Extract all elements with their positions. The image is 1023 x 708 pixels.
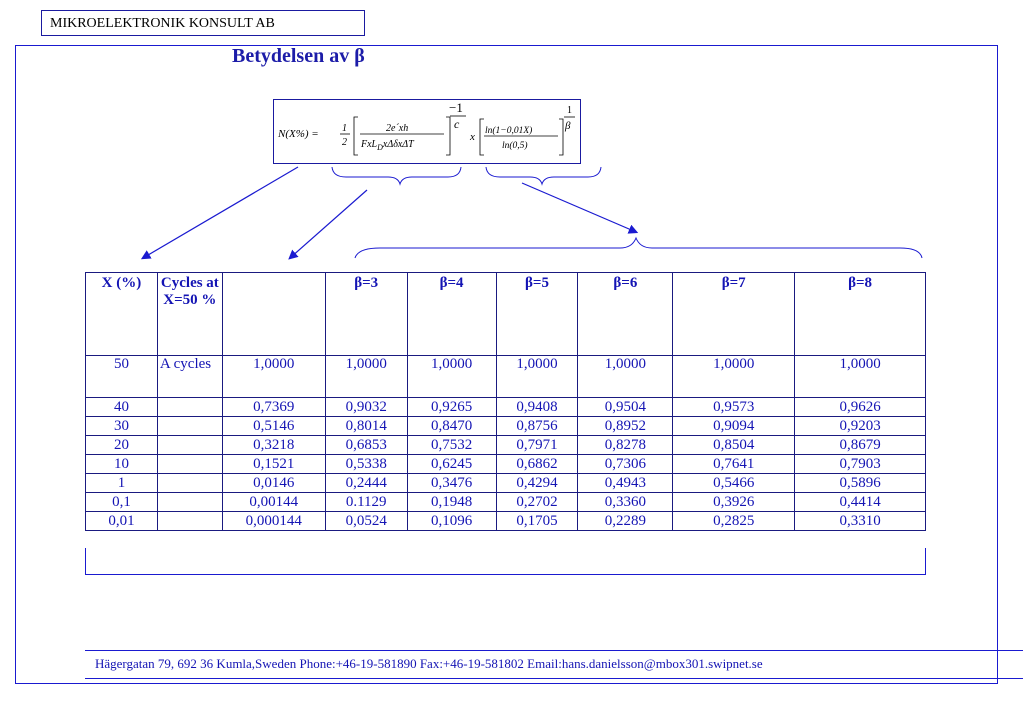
table-row: [86, 436, 926, 455]
table-cell: 20: [86, 436, 158, 455]
table-cell: [157, 455, 222, 474]
table-bottom-area: [85, 548, 926, 575]
table-cell: 0,8952: [578, 417, 673, 436]
table-row: [86, 455, 926, 474]
table-cell: 0,5466: [673, 474, 795, 493]
table-cell: 0,5896: [795, 474, 926, 493]
table-cell: 0,2825: [673, 512, 795, 531]
header-beta5: β=5: [496, 273, 578, 356]
table-cell: 1,0000: [325, 356, 407, 398]
table-cell: 0,9032: [325, 398, 407, 417]
footer-contact: Hägergatan 79, 692 36 Kumla,Sweden Phone:+46-19-581890 Fax:+46-19-581802 Email:hans.danielsson@mbox301.swipnet.se: [95, 656, 763, 671]
formula-frac1-num: 2e´xh: [386, 123, 409, 134]
table-cell: 0,6853: [325, 436, 407, 455]
header-beta4: β=4: [407, 273, 496, 356]
table-cell: 0,1705: [496, 512, 578, 531]
table-cell: 0,9573: [673, 398, 795, 417]
table-cell: [157, 493, 222, 512]
table-cell: 0,9504: [578, 398, 673, 417]
header-beta7: β=7: [673, 273, 795, 356]
table-header-row: [86, 273, 926, 356]
header-blank: [222, 273, 325, 356]
table-row: [86, 493, 926, 512]
table-cell: 0,6245: [407, 455, 496, 474]
table-cell: 0,9408: [496, 398, 578, 417]
table-cell: 0,8504: [673, 436, 795, 455]
arrow-to-beta-columns: [522, 183, 636, 232]
table-cell: 0,000144: [222, 512, 325, 531]
table-cell: 0,9094: [673, 417, 795, 436]
table-cell: 0,8470: [407, 417, 496, 436]
table-cell: [157, 417, 222, 436]
arrow-to-cycles-column: [290, 190, 367, 258]
formula-frac1-den-sub: D: [377, 143, 383, 152]
table-cell: 0,2289: [578, 512, 673, 531]
table-cell: 0,7641: [673, 455, 795, 474]
table-cell: 0,0524: [325, 512, 407, 531]
table-cell: 0,8278: [578, 436, 673, 455]
formula-frac2-num: ln(1−0,01X): [485, 126, 533, 136]
table-cell: 0,4943: [578, 474, 673, 493]
table-cell: 0,7306: [578, 455, 673, 474]
formula-frac1-den-rest: xΔδxΔT: [382, 139, 414, 150]
table-cell: 0,7369: [222, 398, 325, 417]
table-row: [86, 474, 926, 493]
table-cell: [157, 436, 222, 455]
table-row: [86, 398, 926, 417]
table-cell: 1,0000: [496, 356, 578, 398]
table-cell: 1,0000: [795, 356, 926, 398]
table-cell: 0,00144: [222, 493, 325, 512]
table-cell: [157, 398, 222, 417]
header-cycles: Cycles at X=50 %: [157, 273, 222, 356]
table-cell: 1,0000: [222, 356, 325, 398]
header-x-percent: X (%): [86, 273, 158, 356]
table-cell: 0,3476: [407, 474, 496, 493]
table-cell: 0,01: [86, 512, 158, 531]
table-cell: 0,9626: [795, 398, 926, 417]
brace-under-ln: [486, 167, 601, 184]
table-cell: 0,7903: [795, 455, 926, 474]
table-cell: 50: [86, 356, 158, 398]
header-beta3: β=3: [325, 273, 407, 356]
arrow-to-x-column: [143, 167, 298, 258]
table-row: [86, 417, 926, 436]
formula-exp2-den: β: [565, 120, 571, 132]
formula-half-den: 2: [342, 137, 347, 148]
table-cell: [157, 512, 222, 531]
brace-under-fraction: [332, 167, 461, 184]
table-cell: 0,4294: [496, 474, 578, 493]
company-name: MIKROELEKTRONIK KONSULT AB: [50, 16, 275, 31]
table-cell: 0,0146: [222, 474, 325, 493]
table-cell: 10: [86, 455, 158, 474]
table-cell: 0,8014: [325, 417, 407, 436]
table-cell: 1: [86, 474, 158, 493]
table-cell: [157, 474, 222, 493]
table-cell: 0,3926: [673, 493, 795, 512]
table-cell: 1,0000: [407, 356, 496, 398]
table-cell: 1,0000: [578, 356, 673, 398]
table-row: [86, 512, 926, 531]
table-cell: 0,2702: [496, 493, 578, 512]
table-cell: 0,7532: [407, 436, 496, 455]
table-cell: A cycles: [157, 356, 222, 398]
table-cell: 1,0000: [673, 356, 795, 398]
table-cell: 0,3310: [795, 512, 926, 531]
table-cell: 0,9265: [407, 398, 496, 417]
formula-exp1-num: −1: [449, 100, 463, 115]
page-title: Betydelsen av β: [232, 45, 365, 67]
table-cell: 0,1948: [407, 493, 496, 512]
table-cell: 0,1: [86, 493, 158, 512]
table-cell: 40: [86, 398, 158, 417]
table-cell: 0,8756: [496, 417, 578, 436]
formula-exp1-den: c: [454, 117, 460, 131]
table-cell: 0,4414: [795, 493, 926, 512]
table-cell: 0,1521: [222, 455, 325, 474]
table-cell: 0,6862: [496, 455, 578, 474]
formula-frac2-den: ln(0,5): [502, 141, 528, 151]
table-cell: 0,2444: [325, 474, 407, 493]
brace-over-beta-columns: [355, 238, 922, 258]
formula-lhs: N(X%) =: [278, 128, 319, 140]
table-cell: 0,3218: [222, 436, 325, 455]
table-cell: 30: [86, 417, 158, 436]
table-cell: 0,5146: [222, 417, 325, 436]
table-cell: 0,3360: [578, 493, 673, 512]
table-cell: 0,7971: [496, 436, 578, 455]
beta-table: [85, 272, 926, 531]
table-cell: 0,9203: [795, 417, 926, 436]
formula-frac1-den: FxL: [361, 139, 378, 150]
formula-exp2-num: 1: [567, 105, 572, 116]
table-row: [86, 356, 926, 398]
table-cell: 0,1096: [407, 512, 496, 531]
table-cell: 0.1129: [325, 493, 407, 512]
table-cell: 0,8679: [795, 436, 926, 455]
formula-times: x: [470, 131, 475, 143]
header-beta8: β=8: [795, 273, 926, 356]
table-cell: 0,5338: [325, 455, 407, 474]
formula-half-num: 1: [342, 123, 347, 134]
header-beta6: β=6: [578, 273, 673, 356]
